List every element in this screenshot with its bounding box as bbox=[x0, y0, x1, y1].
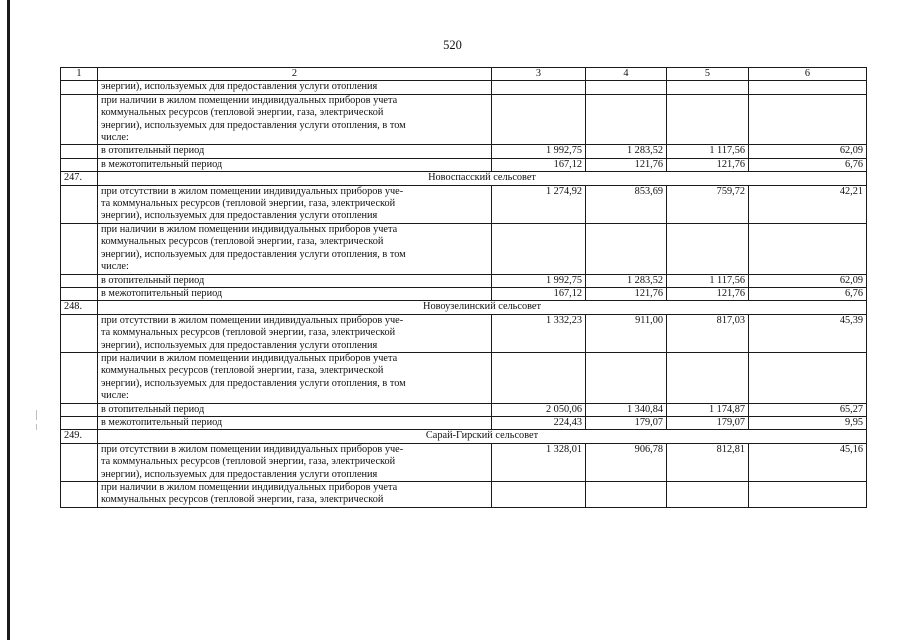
description-cell: энергии), используемых для предоставления услуги отопления bbox=[98, 81, 492, 94]
section-row bbox=[61, 301, 867, 314]
table-row bbox=[61, 287, 867, 300]
description-line: при отсутствии в жилом помещении индивидуальных приборов уче- bbox=[101, 314, 404, 326]
table-row bbox=[61, 482, 867, 508]
value-col-4: 1 283,52 bbox=[586, 274, 667, 287]
value-col-4: 179,07 bbox=[586, 416, 667, 429]
value-col-3: 1 274,92 bbox=[492, 185, 586, 223]
value-col-6 bbox=[749, 81, 867, 94]
value-col-6 bbox=[749, 482, 867, 508]
table-row bbox=[61, 158, 867, 171]
description-line: при наличии в жилом помещении индивидуальных приборов учета bbox=[101, 352, 398, 364]
index-cell bbox=[61, 158, 98, 171]
table-row bbox=[61, 185, 867, 223]
description-line: та коммунальных ресурсов (тепловой энергии, газа, электрической bbox=[101, 456, 396, 468]
description-cell: в отопительный период bbox=[98, 145, 492, 158]
value-col-4: 121,76 bbox=[586, 158, 667, 171]
value-col-3: 1 992,75 bbox=[492, 274, 586, 287]
section-number: 247. bbox=[61, 172, 98, 185]
value-col-6: 65,27 bbox=[749, 403, 867, 416]
description-cell: в межотопительный период bbox=[98, 158, 492, 171]
value-col-5: 812,81 bbox=[667, 443, 749, 481]
value-col-3: 2 050,06 bbox=[492, 403, 586, 416]
description-line: коммунальных ресурсов (тепловой энергии, газа, электрической bbox=[101, 365, 384, 377]
section-title: Новоспасский сельсовет bbox=[98, 172, 867, 185]
value-col-3: 224,43 bbox=[492, 416, 586, 429]
value-col-4: 911,00 bbox=[586, 314, 667, 352]
value-col-5 bbox=[667, 81, 749, 94]
value-col-3: 1 992,75 bbox=[492, 145, 586, 158]
description-line: энергии), используемых для предоставления услуги отопления, в том bbox=[101, 377, 406, 389]
value-col-3: 1 332,23 bbox=[492, 314, 586, 352]
table-row bbox=[61, 145, 867, 158]
column-header: 4 bbox=[586, 68, 667, 81]
value-col-4: 121,76 bbox=[586, 287, 667, 300]
column-header: 3 bbox=[492, 68, 586, 81]
scan-speck bbox=[36, 424, 37, 430]
section-title: Сарай-Гирский сельсовет bbox=[98, 430, 867, 443]
index-cell bbox=[61, 274, 98, 287]
value-col-5: 1 174,87 bbox=[667, 403, 749, 416]
column-header: 2 bbox=[98, 68, 492, 81]
index-cell bbox=[61, 443, 98, 481]
value-col-5: 817,03 bbox=[667, 314, 749, 352]
description-line: энергии), используемых для предоставления услуги отопления, в том bbox=[101, 119, 406, 131]
value-col-3: 167,12 bbox=[492, 287, 586, 300]
table-row bbox=[61, 81, 867, 94]
scan-edge-line bbox=[7, 0, 10, 640]
index-cell bbox=[61, 416, 98, 429]
column-header: 1 bbox=[61, 68, 98, 81]
description-line: при наличии в жилом помещении индивидуальных приборов учета bbox=[101, 482, 398, 493]
description-line: коммунальных ресурсов (тепловой энергии, газа, электрической bbox=[101, 494, 384, 506]
description-line: та коммунальных ресурсов (тепловой энергии, газа, электрической bbox=[101, 198, 396, 210]
description-cell: в отопительный период bbox=[98, 274, 492, 287]
value-col-3: 167,12 bbox=[492, 158, 586, 171]
table-row bbox=[61, 416, 867, 429]
value-col-5 bbox=[667, 482, 749, 508]
table-row bbox=[61, 314, 867, 352]
value-col-6: 62,09 bbox=[749, 145, 867, 158]
value-col-3 bbox=[492, 482, 586, 508]
value-col-6: 9,95 bbox=[749, 416, 867, 429]
table-body bbox=[61, 68, 867, 508]
index-cell bbox=[61, 223, 98, 274]
scan-speck bbox=[36, 410, 37, 420]
value-col-5: 759,72 bbox=[667, 185, 749, 223]
description-cell: в межотопительный период bbox=[98, 287, 492, 300]
column-header: 6 bbox=[749, 68, 867, 81]
index-cell bbox=[61, 94, 98, 145]
value-col-4: 906,78 bbox=[586, 443, 667, 481]
section-title: Новоузелинский сельсовет bbox=[98, 301, 867, 314]
page-number: 520 bbox=[443, 38, 462, 52]
value-col-5 bbox=[667, 223, 749, 274]
value-col-6 bbox=[749, 352, 867, 403]
index-cell bbox=[61, 482, 98, 508]
table-row bbox=[61, 443, 867, 481]
description-cell bbox=[98, 314, 492, 352]
index-cell bbox=[61, 81, 98, 94]
value-col-4: 1 340,84 bbox=[586, 403, 667, 416]
header-row bbox=[61, 68, 867, 81]
value-col-6: 45,16 bbox=[749, 443, 867, 481]
value-col-4 bbox=[586, 352, 667, 403]
value-col-4 bbox=[586, 81, 667, 94]
table-row bbox=[61, 403, 867, 416]
index-cell bbox=[61, 403, 98, 416]
value-col-5: 121,76 bbox=[667, 287, 749, 300]
value-col-5: 179,07 bbox=[667, 416, 749, 429]
section-number: 248. bbox=[61, 301, 98, 314]
value-col-3 bbox=[492, 81, 586, 94]
section-row bbox=[61, 172, 867, 185]
description-line: энергии), используемых для предоставления услуги отопления bbox=[101, 339, 378, 351]
description-cell bbox=[98, 185, 492, 223]
value-col-5: 1 117,56 bbox=[667, 274, 749, 287]
value-col-6: 42,21 bbox=[749, 185, 867, 223]
description-line: энергии), используемых для предоставления услуги отопления, в том bbox=[101, 248, 406, 260]
description-cell bbox=[98, 94, 492, 145]
description-cell: в отопительный период bbox=[98, 403, 492, 416]
table-row bbox=[61, 352, 867, 403]
tariff-table bbox=[60, 67, 867, 508]
value-col-4: 1 283,52 bbox=[586, 145, 667, 158]
index-cell bbox=[61, 314, 98, 352]
value-col-5: 121,76 bbox=[667, 158, 749, 171]
description-line: коммунальных ресурсов (тепловой энергии, газа, электрической bbox=[101, 107, 384, 119]
value-col-3 bbox=[492, 94, 586, 145]
description-cell: в межотопительный период bbox=[98, 416, 492, 429]
value-col-6: 45,39 bbox=[749, 314, 867, 352]
value-col-4 bbox=[586, 94, 667, 145]
description-line: числе: bbox=[101, 390, 129, 402]
value-col-3 bbox=[492, 352, 586, 403]
description-line: числе: bbox=[101, 132, 129, 144]
value-col-6: 6,76 bbox=[749, 158, 867, 171]
value-col-3 bbox=[492, 223, 586, 274]
value-col-6 bbox=[749, 223, 867, 274]
value-col-4 bbox=[586, 223, 667, 274]
value-col-5 bbox=[667, 94, 749, 145]
section-row bbox=[61, 430, 867, 443]
index-cell bbox=[61, 287, 98, 300]
value-col-6: 62,09 bbox=[749, 274, 867, 287]
value-col-4: 853,69 bbox=[586, 185, 667, 223]
section-number: 249. bbox=[61, 430, 98, 443]
description-line: при отсутствии в жилом помещении индивидуальных приборов уче- bbox=[101, 443, 404, 455]
table-row bbox=[61, 223, 867, 274]
value-col-3: 1 328,01 bbox=[492, 443, 586, 481]
description-line: числе: bbox=[101, 261, 129, 273]
value-col-5: 1 117,56 bbox=[667, 145, 749, 158]
column-header: 5 bbox=[667, 68, 749, 81]
index-cell bbox=[61, 145, 98, 158]
description-line: при отсутствии в жилом помещении индивидуальных приборов уче- bbox=[101, 185, 404, 197]
value-col-6 bbox=[749, 94, 867, 145]
description-line: энергии), используемых для предоставления услуги отопления bbox=[101, 210, 378, 222]
description-cell bbox=[98, 482, 492, 508]
description-cell bbox=[98, 352, 492, 403]
table-row bbox=[61, 274, 867, 287]
value-col-6: 6,76 bbox=[749, 287, 867, 300]
value-col-5 bbox=[667, 352, 749, 403]
value-col-4 bbox=[586, 482, 667, 508]
description-line: коммунальных ресурсов (тепловой энергии, газа, электрической bbox=[101, 236, 384, 248]
description-cell bbox=[98, 223, 492, 274]
description-line: при наличии в жилом помещении индивидуальных приборов учета bbox=[101, 223, 398, 235]
index-cell bbox=[61, 352, 98, 403]
table-row bbox=[61, 94, 867, 145]
description-cell bbox=[98, 443, 492, 481]
description-line: при наличии в жилом помещении индивидуальных приборов учета bbox=[101, 94, 398, 106]
index-cell bbox=[61, 185, 98, 223]
description-line: та коммунальных ресурсов (тепловой энергии, газа, электрической bbox=[101, 327, 396, 339]
description-line: энергии), используемых для предоставления услуги отопления bbox=[101, 468, 378, 480]
